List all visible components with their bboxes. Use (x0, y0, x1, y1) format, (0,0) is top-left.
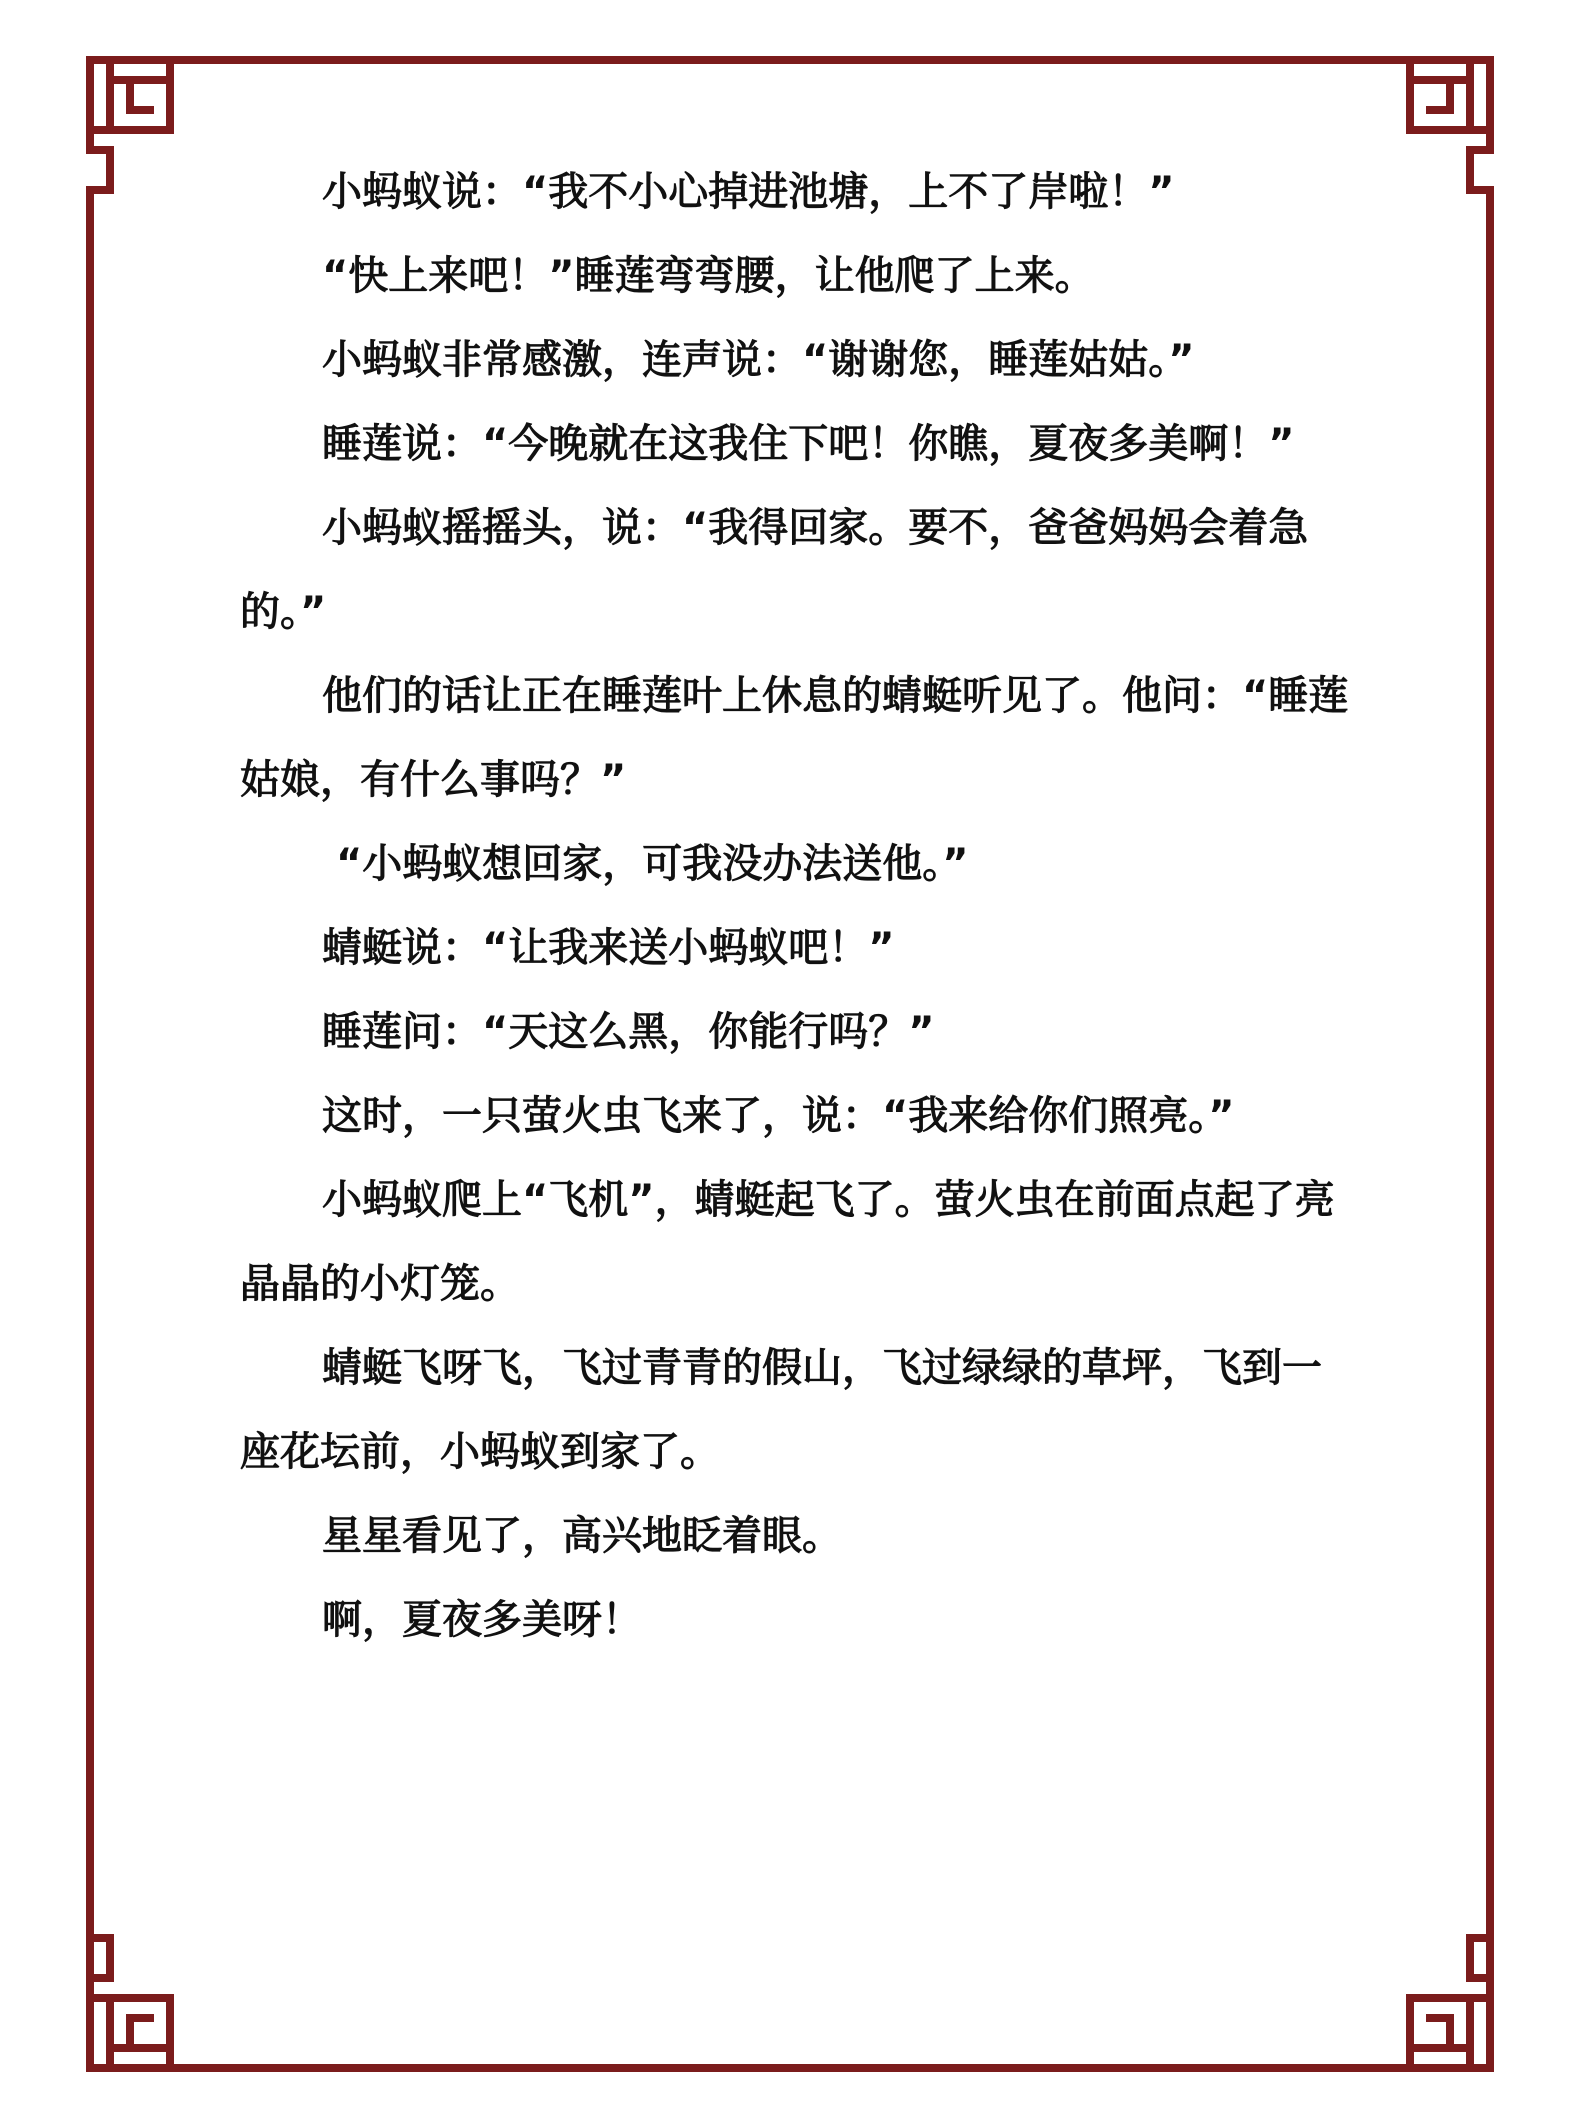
paragraph: 小蚂蚁爬上“飞机”，蜻蜓起飞了。萤火虫在前面点起了亮晶晶的小灯笼。 (240, 1177, 1335, 1307)
paragraph: 小蚂蚁说：“我不小心掉进池塘，上不了岸啦！” (322, 169, 1175, 215)
corner-ornament-bottom-left (90, 1938, 170, 2068)
story-text (240, 150, 1350, 1662)
paragraph: “小蚂蚁想回家，可我没办法送他。” (322, 841, 969, 887)
corner-ornament-top-left (90, 60, 170, 190)
paragraph: 他们的话让正在睡莲叶上休息的蜻蜓听见了。他问：“睡莲姑娘，有什么事吗？” (240, 673, 1349, 803)
corner-ornament-top-right (1410, 60, 1490, 190)
paragraph: 睡莲问：“天这么黑，你能行吗？” (322, 1009, 935, 1055)
paragraph: 星星看见了，高兴地眨着眼。 (322, 1513, 842, 1559)
paragraph: “快上来吧！”睡莲弯弯腰，让他爬了上来。 (322, 253, 1095, 299)
paragraph: 小蚂蚁非常感激，连声说：“谢谢您，睡莲姑姑。” (322, 337, 1195, 383)
paragraph: 蜻蜓飞呀飞，飞过青青的假山，飞过绿绿的草坪，飞到一座花坛前，小蚂蚁到家了。 (240, 1345, 1322, 1475)
paragraph: 睡莲说：“今晚就在这我住下吧！你瞧，夏夜多美啊！” (322, 421, 1295, 467)
paragraph: 小蚂蚁摇摇头，说：“我得回家。要不，爸爸妈妈会着急的。” (240, 505, 1309, 635)
paragraph: 蜻蜓说：“让我来送小蚂蚁吧！” (322, 925, 895, 971)
corner-ornament-bottom-right (1410, 1938, 1490, 2068)
paragraph: 啊，夏夜多美呀！ (322, 1597, 642, 1643)
paragraph: 这时，一只萤火虫飞来了，说：“我来给你们照亮。” (322, 1093, 1235, 1139)
